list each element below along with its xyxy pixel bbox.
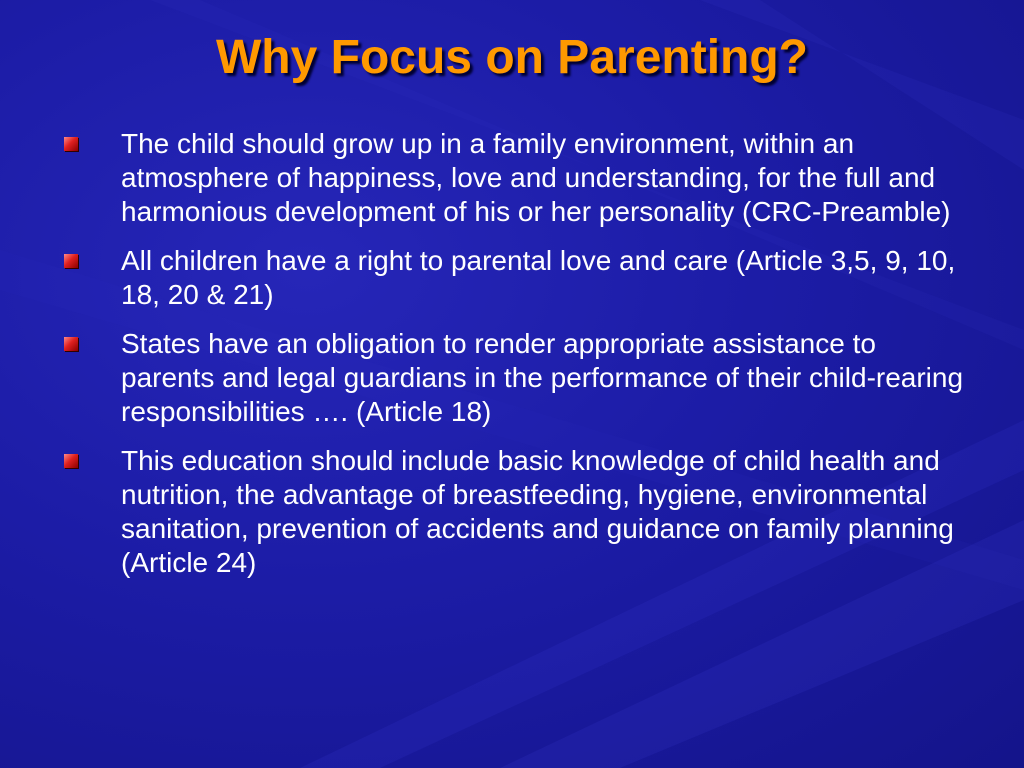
bullet-item (64, 244, 964, 312)
bullet-text: States have an obligation to render appropriate assistance to parents and legal guardians in the performance of their child-rearing responsibilities …. (Article 18) (121, 328, 964, 427)
bullet-text: The child should grow up in a family environment, within an atmosphere of happiness, love and understanding, for the full and harmonious development of his or her personality (CRC-Preamble) (121, 128, 951, 227)
bullet-text: This education should include basic knowledge of child health and nutrition, the advantage of breastfeeding, hygiene, environmental sanitation, prevention of accidents and guidance on family planning (Article 24) (121, 445, 954, 578)
bullet-item (64, 327, 964, 429)
red-square-bullet-icon (64, 454, 78, 468)
red-square-bullet-icon (64, 337, 78, 351)
red-square-bullet-icon (64, 254, 78, 268)
bullet-item (64, 127, 964, 229)
slide-title: Why Focus on Parenting? (215, 31, 808, 84)
red-square-bullet-icon (64, 137, 78, 151)
bullet-text: All children have a right to parental love and care (Article 3,5, 9, 10, 18, 20 & 21) (121, 245, 956, 310)
bullet-item (64, 444, 964, 580)
bullet-list (64, 127, 964, 595)
